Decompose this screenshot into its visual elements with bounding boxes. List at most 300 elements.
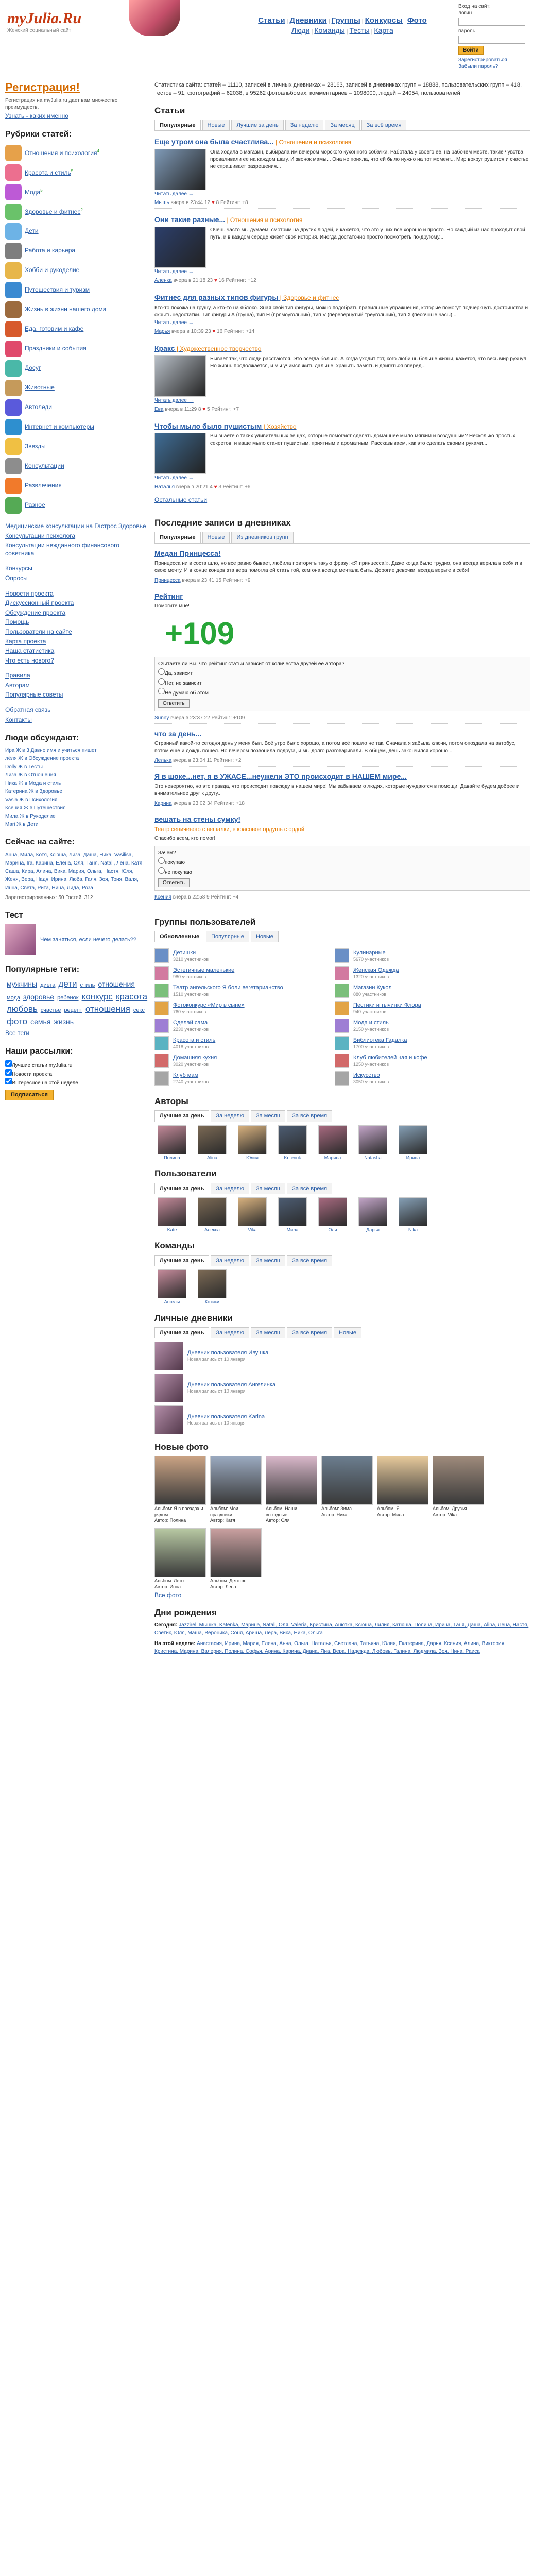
group-image[interactable] [335, 1054, 349, 1068]
nav-link-1[interactable]: Дневники [289, 16, 327, 25]
subscribe-button[interactable]: Подписаться [5, 1090, 54, 1100]
photo-image[interactable] [154, 1456, 206, 1505]
poll-option[interactable] [158, 867, 527, 876]
group-item[interactable] [154, 966, 324, 980]
article-author[interactable]: Наталья [154, 484, 175, 490]
tag-link[interactable]: отношения [98, 980, 135, 989]
comment-count[interactable]: 15 [215, 577, 221, 583]
all-photos-link[interactable]: Все фото [154, 1591, 182, 1599]
user-card[interactable] [395, 1197, 430, 1233]
rubric-item[interactable] [5, 182, 149, 202]
tab-3[interactable]: За всё время [287, 1255, 332, 1266]
rubric-item[interactable] [5, 456, 149, 476]
rubric-link[interactable]: Работа и карьера [25, 247, 76, 255]
group-item[interactable] [154, 1054, 324, 1068]
group-image[interactable] [154, 984, 169, 998]
tab-2[interactable]: За месяц [251, 1183, 285, 1194]
rubric-link[interactable]: Звезды [25, 443, 46, 450]
sidebar-link[interactable]: Популярные советы [5, 691, 63, 699]
user-avatar[interactable] [238, 1197, 267, 1226]
group-image[interactable] [335, 1036, 349, 1050]
tag-link[interactable]: отношения [85, 1004, 130, 1014]
group-item[interactable] [335, 948, 505, 963]
user-card[interactable] [154, 1269, 190, 1306]
photo-album[interactable]: Альбом: Друзья [433, 1506, 467, 1512]
comment-count[interactable]: 23 [205, 328, 211, 334]
user-card[interactable] [275, 1197, 310, 1233]
article-title-text[interactable]: Чтобы мыло было пушистым [154, 421, 262, 430]
photo-author[interactable]: Автор: Полина [154, 1518, 186, 1523]
tab-3[interactable]: За неделю [285, 120, 324, 130]
article-rubric[interactable]: Здоровье и фитнес [283, 294, 339, 302]
rubric-link[interactable]: Консультации [25, 462, 64, 470]
discuss-item[interactable]: Mari Ж в Дети [5, 822, 39, 828]
user-avatar[interactable] [158, 1125, 186, 1154]
photo-image[interactable] [321, 1456, 373, 1505]
diary-author[interactable]: Принцесса [154, 577, 181, 583]
photo-album[interactable]: Альбом: Детство [210, 1578, 247, 1584]
photo-card[interactable] [210, 1528, 262, 1590]
group-image[interactable] [335, 1071, 349, 1086]
group-name[interactable]: Искусство [353, 1072, 380, 1079]
article-title[interactable]: Еще утром она была счастлива... | Отношения и психология [154, 138, 352, 146]
group-image[interactable] [154, 948, 169, 963]
group-item[interactable] [335, 984, 505, 998]
forgot-password-link[interactable]: Забыли пароль? [458, 64, 498, 70]
discuss-item[interactable]: Катерина Ж в Здоровье [5, 789, 62, 795]
group-item[interactable] [154, 948, 324, 963]
poll-option[interactable] [158, 668, 527, 677]
photo-card[interactable] [154, 1528, 206, 1590]
sidebar-link[interactable]: Дискуссионный проекта [5, 599, 74, 607]
nav-link-3[interactable]: Конкурсы [365, 16, 403, 25]
group-item[interactable] [154, 1019, 324, 1033]
discuss-item[interactable]: Мила Ж в Рукоделие [5, 814, 56, 820]
poll-option[interactable] [158, 857, 527, 866]
diary-title[interactable]: Рейтинг [154, 591, 183, 600]
article-thumbnail[interactable] [154, 149, 206, 190]
user-avatar[interactable] [198, 1125, 227, 1154]
user-nick[interactable]: Nika [408, 1227, 418, 1232]
rubric-link[interactable]: Автоледи [25, 403, 53, 411]
photo-album[interactable]: Альбом: Лето [154, 1578, 184, 1584]
tab-2[interactable]: За месяц [251, 1327, 285, 1338]
tab-1[interactable]: За неделю [211, 1183, 249, 1194]
birthdays-week-list[interactable]: Анастасия, Ирина, Мария, Елена, Анна, Ольга, Наталья, Светлана, Татьяна, Юлия, Екатерина, Дарья, Ксения, Алина, Виктория, Кристина, Марина, Валерия, Полина, Софья, Арина, Карина, Диана, Яна, Вера, Надежда, Любовь, Галина, Людмила, Зоя, Нина, Раиса [154, 1641, 506, 1655]
user-card[interactable] [195, 1197, 230, 1233]
group-item[interactable] [335, 1036, 505, 1050]
photo-author[interactable]: Автор: Ника [321, 1512, 348, 1517]
group-name[interactable]: Театр ангельского Я боли вегетарианство [173, 985, 283, 991]
sidebar-link[interactable]: Наша статистика [5, 647, 55, 655]
sidebar-link[interactable]: Авторам [5, 681, 30, 689]
tag-link[interactable]: стиль [80, 982, 95, 989]
group-name[interactable]: Детишки [173, 950, 196, 956]
user-avatar[interactable] [358, 1197, 387, 1226]
group-image[interactable] [154, 1001, 169, 1015]
read-more-link[interactable]: Читать далее → [154, 475, 194, 481]
photo-card[interactable] [321, 1456, 373, 1524]
personal-diary-name[interactable]: Дневник пользователя Ивушка [187, 1349, 269, 1356]
group-image[interactable] [335, 1019, 349, 1033]
newsletter-checkbox[interactable] [5, 1069, 12, 1076]
tag-link[interactable]: конкурс [81, 991, 113, 1002]
rubric-item[interactable] [5, 496, 149, 515]
user-card[interactable] [315, 1197, 350, 1233]
diary-avatar[interactable] [154, 1405, 183, 1434]
photo-image[interactable] [266, 1456, 317, 1505]
photo-album[interactable]: Альбом: Мои праздники [210, 1506, 238, 1517]
group-image[interactable] [154, 1054, 169, 1068]
sidebar-link[interactable]: Помощь [5, 618, 29, 626]
group-item[interactable] [335, 1019, 505, 1033]
discuss-item[interactable]: лёля Ж в Обсуждение проекта [5, 756, 79, 762]
discuss-item[interactable]: Ксения Ж в Путешествия [5, 805, 66, 811]
register-link[interactable]: Зарегистрироваться [458, 57, 507, 63]
birthdays-today-list[interactable]: Jazzirel, Мышка, Katenka, Марина, Natali, Оля, Valeria, Кристина, Анютка, Ксюша, Лилия, Катюша, Полина, Ирина, Таня, Даша, Alina, Лена, Настя, Светик, Юля, Маша, Вероника, Соня, Ариша, Лера, Вика, Ника, Ольга [154, 1622, 529, 1636]
article-rubric[interactable]: Хозяйство [267, 422, 297, 430]
tab-1[interactable]: За неделю [211, 1327, 249, 1338]
group-name[interactable]: Домашняя кухня [173, 1055, 217, 1061]
user-nick[interactable]: Алекса [204, 1227, 220, 1232]
tab-0[interactable]: Обновленные [154, 931, 204, 942]
discuss-item[interactable]: Dolly Ж в Тесты [5, 764, 43, 770]
rubric-link[interactable]: Праздники и события [25, 345, 87, 352]
tag-link[interactable]: диета [40, 982, 56, 989]
diary-avatar[interactable] [154, 1374, 183, 1402]
tag-link[interactable]: любовь [7, 1004, 38, 1014]
group-name[interactable]: Кулинарные [353, 950, 386, 956]
rubric-link[interactable]: Развлечения [25, 482, 62, 489]
poll-radio[interactable] [158, 857, 165, 864]
tab-2[interactable]: Лучшие за день [231, 120, 283, 130]
poll-radio[interactable] [158, 688, 165, 694]
user-card[interactable] [395, 1125, 430, 1161]
tab-1[interactable]: За неделю [211, 1255, 249, 1266]
user-nick[interactable]: Дарья [366, 1227, 380, 1232]
user-avatar[interactable] [238, 1125, 267, 1154]
article-author[interactable]: Мышь [154, 200, 169, 206]
user-nick[interactable]: Alina [206, 1155, 217, 1160]
group-image[interactable] [154, 1036, 169, 1050]
tab-1[interactable]: Новые [202, 532, 230, 543]
personal-diary[interactable] [154, 1342, 530, 1370]
rubric-item[interactable] [5, 202, 149, 222]
diary-title[interactable]: Я в шоке...нет, я в УЖАСЕ...неужели ЭТО происходит в НАШЕМ мире... [154, 772, 407, 781]
nav-sublink-1[interactable]: Команды [314, 26, 345, 35]
photo-card[interactable] [433, 1456, 484, 1524]
sidebar-link[interactable]: Медицинские консультации на Гастрос Здоровье [5, 522, 146, 530]
rubric-item[interactable] [5, 222, 149, 241]
article-author[interactable]: Аленка [154, 278, 172, 284]
read-more-link[interactable]: Читать далее → [154, 397, 194, 403]
tab-3[interactable]: За всё время [287, 1110, 332, 1121]
photo-image[interactable] [210, 1456, 262, 1505]
diary-author[interactable]: Ксения [154, 894, 171, 900]
poll-button[interactable]: Ответить [158, 878, 190, 887]
rubric-link[interactable]: Интернет и компьютеры [25, 423, 94, 431]
poll-radio[interactable] [158, 678, 165, 685]
rubric-item[interactable] [5, 398, 149, 417]
tag-link[interactable]: мода [7, 994, 20, 1001]
nav-link-4[interactable]: Фото [407, 16, 427, 25]
comment-count[interactable]: 12 [204, 200, 211, 206]
article-rubric[interactable]: Отношения и психология [279, 139, 352, 146]
rubric-link[interactable]: Мода [25, 188, 41, 196]
sidebar-link[interactable]: Пользователи на сайте [5, 628, 72, 635]
article-title-text[interactable]: Фитнес для разных типов фигуры [154, 293, 279, 302]
online-users[interactable]: Анна, Мила, Котя, Ксюша, Лиза, Даша, Ника, Vasilisa, Марина, Ira, Карина, Елена, Оля, Таня, Natali, Лена, Катя, Саша, Кира, Алина, Вика, Мария, Ольга, Настя, Юля, Женя, Вера, Надя, Ирина, Люба, Галя, Зоя, Тоня, Валя, Инна, Света, Рита, Нина, Лида, Роза [5, 852, 144, 891]
rubric-item[interactable] [5, 378, 149, 398]
login-button[interactable]: Войти [458, 46, 484, 55]
group-name[interactable]: Красота и стиль [173, 1037, 216, 1044]
photo-album[interactable]: Альбом: Я [377, 1506, 400, 1512]
user-avatar[interactable] [158, 1197, 186, 1226]
tag-link[interactable]: семья [30, 1017, 51, 1026]
article-title-text[interactable]: Они такие разные... [154, 215, 226, 224]
photo-image[interactable] [210, 1528, 262, 1577]
user-avatar[interactable] [318, 1125, 347, 1154]
group-name[interactable]: Эстетичные маленькие [173, 967, 235, 974]
newsletter-option[interactable] [5, 1069, 149, 1078]
tab-0[interactable]: Популярные [154, 120, 201, 130]
article-thumbnail[interactable] [154, 355, 206, 397]
tab-3[interactable]: За всё время [287, 1183, 332, 1194]
nav-link-2[interactable]: Группы [331, 16, 360, 25]
rubric-link[interactable]: Здоровье и фитнес [25, 208, 81, 215]
comment-count[interactable]: 22 [204, 715, 210, 721]
group-item[interactable] [154, 1036, 324, 1050]
rubric-link[interactable]: Разное [25, 501, 45, 509]
tab-4[interactable]: За месяц [325, 120, 359, 130]
rubric-item[interactable] [5, 437, 149, 456]
article-thumbnail[interactable] [154, 227, 206, 268]
test-link[interactable]: Чем заняться, если нечего делать?? [40, 936, 136, 943]
group-name[interactable]: Магазин Кукол [353, 985, 392, 991]
tab-0[interactable]: Популярные [154, 532, 201, 543]
test-image[interactable] [5, 924, 36, 955]
user-nick[interactable]: Kate [167, 1227, 177, 1232]
rubric-item[interactable] [5, 300, 149, 319]
photo-image[interactable] [154, 1528, 206, 1577]
discuss-item[interactable]: Vasia Ж в Психология [5, 797, 58, 803]
read-more-link[interactable]: Читать далее → [154, 319, 194, 326]
read-more-link[interactable]: Читать далее → [154, 268, 194, 275]
user-nick[interactable]: Natasha [364, 1155, 382, 1160]
tag-link[interactable]: дети [58, 979, 77, 989]
tab-1[interactable]: Популярные [206, 931, 249, 942]
diary-author[interactable]: Карина [154, 800, 172, 806]
photo-author[interactable]: Автор: Лена [210, 1584, 236, 1589]
photo-card[interactable] [210, 1456, 262, 1524]
newsletter-option[interactable] [5, 1078, 149, 1087]
tab-0[interactable]: Лучшие за день [154, 1327, 209, 1338]
user-avatar[interactable] [278, 1125, 307, 1154]
photo-image[interactable] [433, 1456, 484, 1505]
rubric-link[interactable]: Животные [25, 384, 55, 392]
group-name[interactable]: Пестики и тычинки Флора [353, 1002, 421, 1009]
article-title[interactable]: Кракс | Художественное творчество [154, 344, 262, 352]
tag-link[interactable]: рецепт [64, 1007, 82, 1013]
user-avatar[interactable] [318, 1197, 347, 1226]
group-image[interactable] [154, 966, 169, 980]
newsletter-checkbox[interactable] [5, 1060, 12, 1067]
group-name[interactable]: Клуб мам [173, 1072, 199, 1079]
user-nick[interactable]: Kotenok [284, 1155, 301, 1160]
group-item[interactable] [154, 1071, 324, 1086]
photo-card[interactable] [154, 1456, 206, 1524]
group-name[interactable]: Клуб любителей чая и кофе [353, 1055, 427, 1061]
personal-diary-name[interactable]: Дневник пользователя Ангелинка [187, 1381, 276, 1388]
photo-author[interactable]: Автор: Мила [377, 1512, 404, 1517]
user-card[interactable] [195, 1125, 230, 1161]
group-name[interactable]: Сделай сама [173, 1020, 208, 1026]
sidebar-link[interactable]: Консультации нежданного финансового советника [5, 541, 119, 557]
user-card[interactable] [355, 1197, 390, 1233]
group-item[interactable] [154, 1001, 324, 1015]
diary-avatar[interactable] [154, 1342, 183, 1370]
why-register-link[interactable]: Узнать - каких именно [5, 112, 68, 120]
article-title[interactable]: Они такие разные... | Отношения и психология [154, 215, 303, 224]
comment-count[interactable]: 8 [198, 406, 201, 412]
article-title[interactable]: Чтобы мыло было пушистым | Хозяйство [154, 421, 297, 430]
comment-count[interactable]: 34 [206, 800, 213, 806]
tab-1[interactable]: Новые [202, 120, 230, 130]
comment-count[interactable]: 4 [210, 484, 213, 490]
article-thumbnail[interactable] [154, 433, 206, 474]
poll-button[interactable]: Ответить [158, 699, 190, 708]
user-avatar[interactable] [158, 1269, 186, 1298]
user-nick[interactable]: Марина [324, 1155, 341, 1160]
newsletter-option[interactable] [5, 1060, 149, 1069]
tag-link[interactable]: фото [7, 1016, 28, 1026]
group-name[interactable]: Мода и стиль [353, 1020, 389, 1026]
tag-link[interactable]: красота [115, 991, 148, 1002]
tab-2[interactable]: Новые [251, 931, 279, 942]
rubric-item[interactable] [5, 241, 149, 261]
sidebar-link[interactable]: Новости проекта [5, 589, 54, 597]
diary-author[interactable]: Лёлька [154, 757, 172, 764]
rubric-link[interactable]: Красота и стиль [25, 168, 71, 176]
diary-title[interactable]: что за день... [154, 729, 202, 738]
login-input[interactable] [458, 18, 525, 26]
user-avatar[interactable] [278, 1197, 307, 1226]
user-avatar[interactable] [399, 1125, 427, 1154]
photo-album[interactable]: Альбом: Я в поездах и рядом [154, 1506, 203, 1517]
group-image[interactable] [335, 966, 349, 980]
logo[interactable] [7, 8, 100, 31]
user-card[interactable] [315, 1125, 350, 1161]
poll-radio[interactable] [158, 867, 165, 874]
diary-rubric[interactable]: Театр сеничевого с вешалки, в красовое ордушь с ордой [154, 826, 305, 833]
photo-card[interactable] [266, 1456, 317, 1524]
article-title-text[interactable]: Кракс [154, 344, 175, 352]
poll-option[interactable] [158, 688, 527, 697]
user-avatar[interactable] [399, 1197, 427, 1226]
group-image[interactable] [335, 1001, 349, 1015]
rubric-link[interactable]: Дети [25, 227, 39, 235]
all-tags-link[interactable]: Все теги [5, 1029, 30, 1037]
sidebar-link[interactable]: Обсуждение проекта [5, 608, 66, 616]
group-image[interactable] [335, 984, 349, 998]
discuss-item[interactable]: Лиза Ж в Отношения [5, 772, 56, 778]
personal-diary[interactable] [154, 1374, 530, 1402]
tab-0[interactable]: Лучшие за день [154, 1183, 209, 1194]
rubric-link[interactable]: Еда, готовим и кафе [25, 325, 84, 333]
tab-1[interactable]: За неделю [211, 1110, 249, 1121]
group-name[interactable]: Библиотека Гадалка [353, 1037, 407, 1044]
user-avatar[interactable] [198, 1269, 227, 1298]
article-author[interactable]: Марья [154, 328, 170, 334]
user-card[interactable] [235, 1125, 270, 1161]
register-banner-link[interactable]: Регистрация! [5, 81, 80, 94]
group-name[interactable]: Фотоконкурс «Мир в сыне» [173, 1002, 245, 1009]
group-item[interactable] [335, 1071, 505, 1086]
group-image[interactable] [154, 1019, 169, 1033]
rubric-link[interactable]: Жизнь в жизни нашего дома [25, 306, 107, 313]
photo-author[interactable]: Автор: Катя [210, 1518, 235, 1523]
tag-link[interactable]: секс [133, 1007, 145, 1013]
user-card[interactable] [195, 1269, 230, 1306]
tab-5[interactable]: За всё время [361, 120, 407, 130]
tab-0[interactable]: Лучшие за день [154, 1110, 209, 1121]
user-avatar[interactable] [198, 1197, 227, 1226]
other-articles-link[interactable]: Остальные статьи [154, 496, 208, 503]
rubric-item[interactable] [5, 359, 149, 378]
rubric-item[interactable] [5, 143, 149, 163]
article-author[interactable]: Ева [154, 406, 164, 412]
nav-sublink-3[interactable]: Карта [374, 26, 393, 35]
personal-diary[interactable] [154, 1405, 530, 1434]
rubric-link[interactable]: Отношения и психология [25, 149, 97, 157]
user-avatar[interactable] [358, 1125, 387, 1154]
tag-link[interactable]: ребенок [57, 994, 79, 1001]
group-image[interactable] [154, 1071, 169, 1086]
article-rubric[interactable]: Художественное творчество [180, 345, 262, 352]
photo-card[interactable] [377, 1456, 428, 1524]
photo-album[interactable]: Альбом: Наши выходные [266, 1506, 298, 1517]
article-rubric[interactable]: Отношения и психология [230, 216, 303, 224]
photo-image[interactable] [377, 1456, 428, 1505]
tab-2[interactable]: За месяц [251, 1110, 285, 1121]
group-item[interactable] [154, 984, 324, 998]
rubric-item[interactable] [5, 261, 149, 280]
photo-album[interactable]: Альбом: Зима [321, 1506, 352, 1512]
user-nick[interactable]: Vika [248, 1227, 257, 1232]
group-item[interactable] [335, 966, 505, 980]
nav-link-0[interactable]: Статьи [258, 16, 285, 25]
rubric-item[interactable] [5, 319, 149, 339]
photo-author[interactable]: Автор: Оля [266, 1518, 290, 1523]
user-card[interactable] [355, 1125, 390, 1161]
user-nick[interactable]: Котики [204, 1299, 220, 1304]
user-card[interactable] [154, 1125, 190, 1161]
rubric-link[interactable]: Досуг [25, 364, 41, 372]
sidebar-link[interactable]: Консультации психолога [5, 532, 76, 539]
rubric-item[interactable] [5, 476, 149, 496]
tag-link[interactable]: здоровье [23, 992, 55, 1001]
sidebar-link[interactable]: Правила [5, 672, 30, 680]
tab-2[interactable]: За месяц [251, 1255, 285, 1266]
comment-count[interactable]: 23 [206, 278, 213, 284]
user-nick[interactable]: Оля [328, 1227, 337, 1232]
poll-radio[interactable] [158, 668, 165, 675]
sidebar-link[interactable]: Опросы [5, 574, 28, 582]
password-input[interactable] [458, 36, 525, 44]
tab-4[interactable]: Новые [334, 1327, 361, 1338]
comment-count[interactable]: 9 [206, 894, 210, 900]
user-nick[interactable]: Юлия [246, 1155, 259, 1160]
